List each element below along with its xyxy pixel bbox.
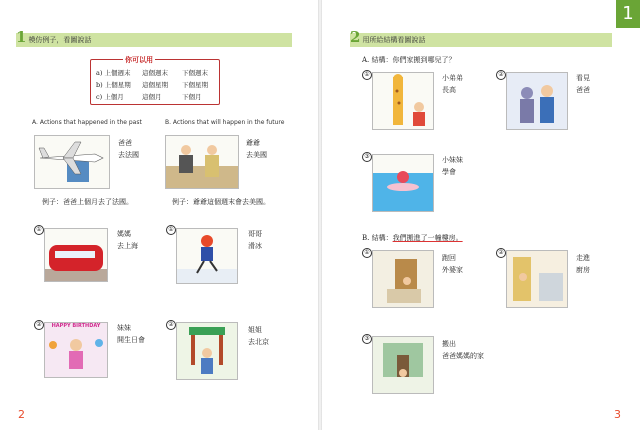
unit-tab: 1	[616, 0, 640, 28]
section-title: 模仿例子，看圖說話	[28, 36, 92, 44]
label-future: B. Actions that will happen in the future	[165, 119, 285, 126]
word-row: 下個星期	[182, 81, 208, 89]
question-a: A. 結構：你們家搬到哪兒了？	[362, 56, 456, 64]
giraffe-image	[372, 72, 434, 130]
structure-highlight: 我們搬進了一幢樓房。	[392, 234, 463, 242]
label-past: A. Actions that happened in the past	[32, 119, 142, 126]
word-row: 這個星期	[142, 81, 168, 89]
left-page	[0, 0, 318, 430]
example-b-sentence: 例子：爺爺這個週末會去美國。	[172, 198, 270, 206]
page-number: 2	[18, 408, 25, 421]
section-number: 1	[16, 28, 27, 46]
item-caption: 看見 爸爸	[576, 74, 590, 94]
word-box-title: 你可以用	[125, 56, 153, 64]
section-number: 2	[350, 28, 361, 46]
word-row: 下個月	[182, 93, 202, 101]
item-number: ①	[362, 248, 372, 258]
word-row: b) 上個星期	[96, 81, 131, 89]
item-caption: 妹妹 開生日會	[117, 324, 145, 344]
section-title: 用所給結構看圖說話	[362, 36, 426, 44]
beijing-image	[176, 322, 238, 380]
item-caption: 小妹妹 學會	[442, 156, 463, 176]
section-header	[350, 28, 612, 47]
item-caption: 搬出 爸爸媽媽的家	[442, 340, 484, 360]
word-row: 這個月	[142, 93, 162, 101]
item-caption: 媽媽 去上海	[117, 230, 138, 250]
page-number: 3	[614, 408, 621, 421]
item-number: ②	[34, 320, 44, 330]
question-b: B. 結構：我們搬進了一幢樓房。	[362, 234, 463, 242]
kitchen-image	[506, 250, 568, 308]
item-number: ②	[166, 320, 176, 330]
example-a-sentence: 例子：爸爸上個月去了法國。	[42, 198, 133, 206]
grandma-house-image	[372, 250, 434, 308]
example-a-caption: 爸爸 去法國	[118, 139, 139, 159]
birthday-banner: HAPPY BIRTHDAY	[51, 323, 101, 329]
seeing-dad-image	[506, 72, 568, 130]
item-number: ②	[496, 248, 506, 258]
section-header	[16, 28, 292, 47]
moving-out-image	[372, 336, 434, 394]
item-number: ③	[362, 334, 372, 344]
train-image	[44, 228, 108, 282]
airplane-image	[34, 135, 110, 189]
item-number: ①	[362, 70, 372, 80]
example-b-caption: 爺爺 去美國	[246, 139, 267, 159]
item-number: ③	[362, 152, 372, 162]
birthday-image	[44, 322, 108, 378]
item-number: ①	[166, 225, 176, 235]
word-row: a) 上個週末	[96, 69, 131, 77]
item-number: ①	[34, 225, 44, 235]
item-caption: 跑回 外婆家	[442, 254, 463, 274]
swimming-image	[372, 154, 434, 212]
travel-image	[165, 135, 239, 189]
item-caption: 走進 廚房	[576, 254, 590, 274]
word-row: 下個週末	[182, 69, 208, 77]
item-number: ②	[496, 70, 506, 80]
word-row: c) 上個月	[96, 93, 124, 101]
skating-image	[176, 228, 238, 284]
right-page	[322, 0, 640, 430]
item-caption: 小弟弟 長高	[442, 74, 463, 94]
item-caption: 哥哥 滑冰	[248, 230, 262, 250]
word-row: 這個週末	[142, 69, 168, 77]
item-caption: 姐姐 去北京	[248, 326, 269, 346]
